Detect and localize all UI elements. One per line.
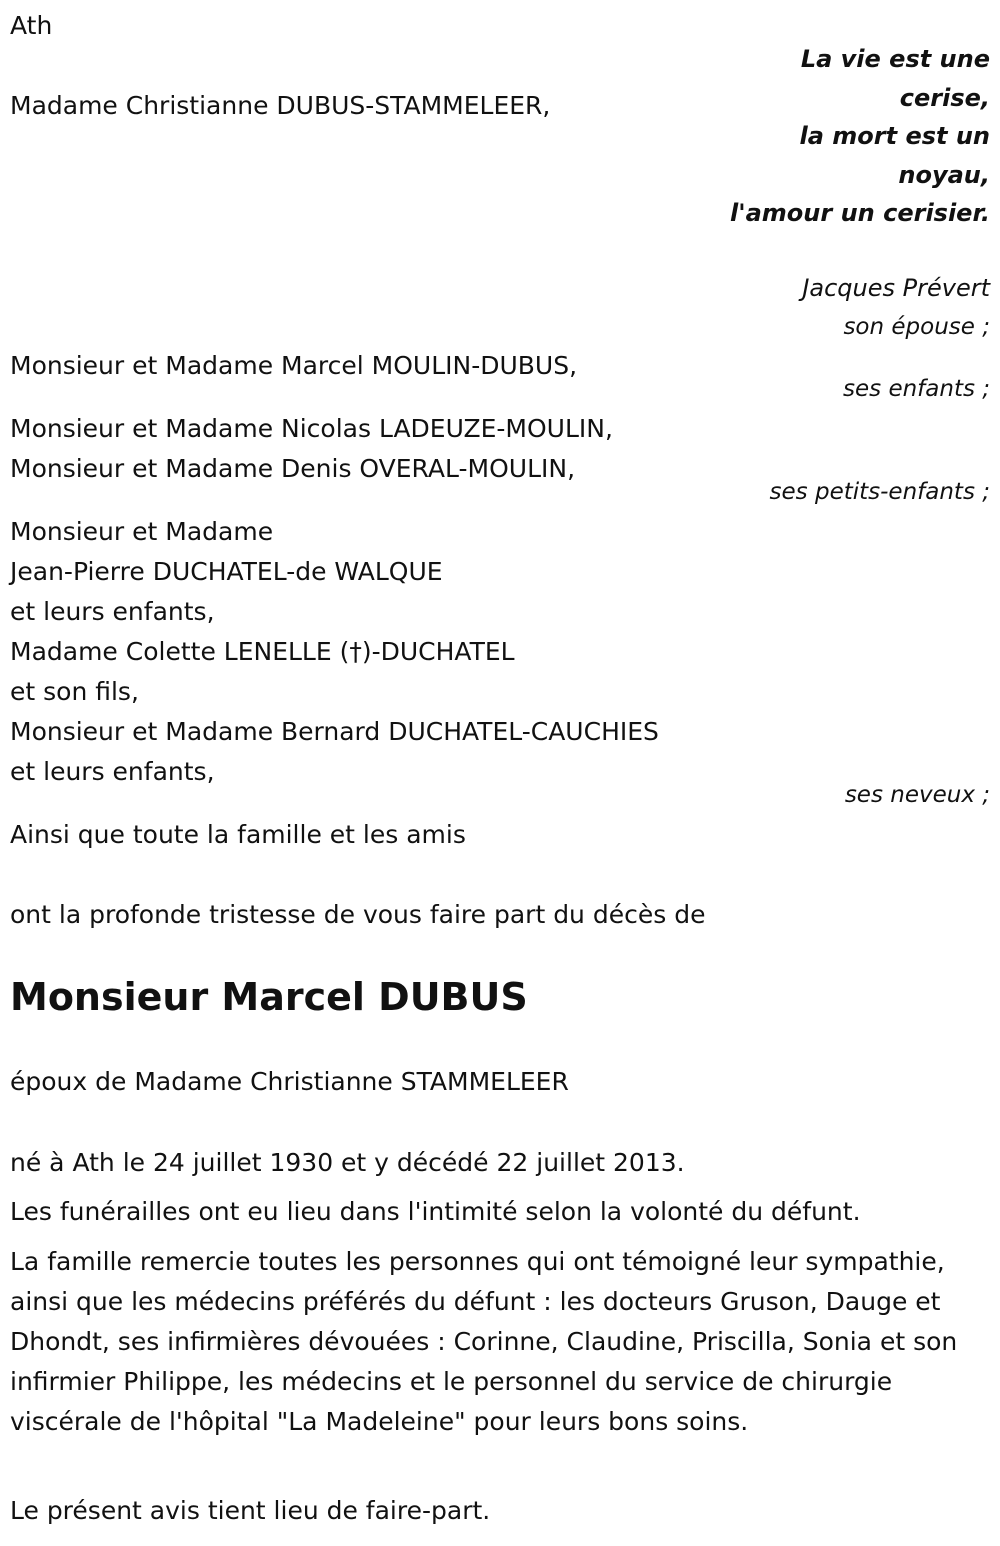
family-friends: Ainsi que toute la famille et les amis xyxy=(10,820,466,849)
nephew-line: et son fils, xyxy=(10,677,139,706)
announcement: ont la profonde tristesse de vous faire part du décès de xyxy=(10,900,706,929)
grandchildren-role: ses petits-enfants ; xyxy=(769,479,990,505)
quote-line: la mort est un noyau, xyxy=(799,122,990,189)
nephews-role: ses neveux ; xyxy=(844,782,990,808)
birth-death: né à Ath le 24 juillet 1930 et y décédé 22 juillet 2013. xyxy=(10,1148,685,1177)
notice: Le présent avis tient lieu de faire-part. xyxy=(10,1496,491,1525)
spouse-name: Madame Christianne DUBUS-STAMMELEER, xyxy=(10,91,551,120)
nephew-line: Madame Colette LENELLE (†)-DUCHATEL xyxy=(10,637,515,666)
nephew-line: et leurs enfants, xyxy=(10,757,215,786)
quote-line: l'amour un cerisier. xyxy=(730,199,990,227)
nephew-line: Monsieur et Madame Bernard DUCHATEL-CAUCHIES xyxy=(10,717,659,746)
spouse-role: son épouse ; xyxy=(843,314,990,340)
thanks-paragraph: La famille remercie toutes les personnes qui ont témoigné leur sympathie, ainsi que les médecins préférés du défunt : les docteurs Gruson, Dauge et Dhondt, ses infirmières dévouées : Corinne, Claudine, Priscilla, Sonia et son infirmier Philippe, les médecins et le personnel du service de chirurgie viscérale de l'hôpital "La Madeleine" pour leurs bons soins. xyxy=(10,1247,958,1436)
deceased-name: Monsieur Marcel DUBUS xyxy=(10,975,528,1019)
quote xyxy=(730,40,990,233)
nephew-line: et leurs enfants, xyxy=(10,597,215,626)
nephew-line: Jean-Pierre DUCHATEL-de WALQUE xyxy=(10,557,443,586)
quote-line: La vie est une cerise, xyxy=(800,45,990,112)
quote-author: Jacques Prévert xyxy=(802,274,990,302)
nephew-line: Monsieur et Madame xyxy=(10,517,274,546)
grandchild-name: Monsieur et Madame Denis OVERAL-MOULIN, xyxy=(10,454,576,483)
location: Ath xyxy=(10,11,53,40)
grandchild-name: Monsieur et Madame Nicolas LADEUZE-MOULIN, xyxy=(10,414,613,443)
spouse-of: époux de Madame Christianne STAMMELEER xyxy=(10,1067,569,1096)
children-role: ses enfants ; xyxy=(843,376,990,402)
funeral-info: Les funérailles ont eu lieu dans l'intimité selon la volonté du défunt. xyxy=(10,1197,861,1226)
children-name: Monsieur et Madame Marcel MOULIN-DUBUS, xyxy=(10,351,578,380)
